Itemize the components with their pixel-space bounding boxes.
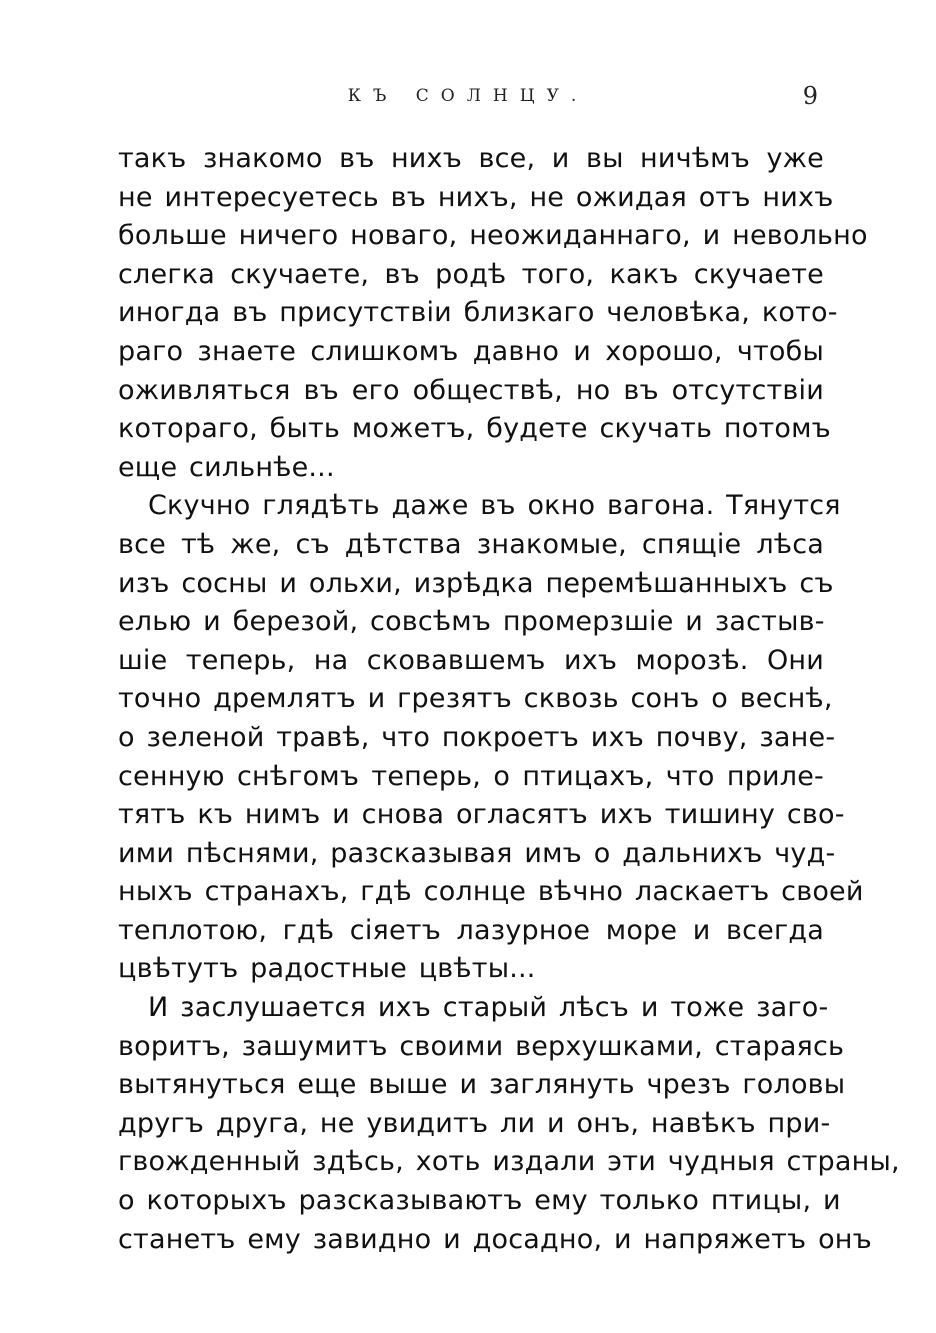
text-line: ныхъ странахъ, гдѣ солнце вѣчно ласкаетъ своей <box>118 876 864 908</box>
text-line: станетъ ему завидно и досадно, и напряжетъ онъ <box>118 1223 872 1255</box>
text-line: такъ знакомо въ нихъ все, и вы ничѣмъ уже <box>118 143 824 174</box>
text-line: раго знаете слишкомъ давно и хорошо, чтобы <box>118 335 824 367</box>
text-line: другъ друга, не увидитъ ли и онъ, навѣкъ при- <box>118 1107 831 1139</box>
text-line: теплотою, гдѣ сiяетъ лазурное море и всегда <box>118 914 824 946</box>
text-line: иногда въ присутствiи близкаго человѣка, кото- <box>118 297 838 329</box>
text-line: елью и березой, совсѣмъ промерзшiе и застыв- <box>118 606 825 638</box>
text-line: о которыхъ разсказываютъ ему только птицы, и <box>118 1185 841 1217</box>
text-line: ими пѣснями, разсказывая имъ о дальнихъ чуд- <box>118 837 836 869</box>
text-line: цвѣтутъ радостные цвѣты... <box>118 953 536 985</box>
text-line: шiе теперь, на сковавшемъ ихъ морозѣ. Они <box>118 644 824 676</box>
text-line: И заслушается ихъ старый лѣсъ и тоже заго- <box>148 992 829 1024</box>
text-line: гвожденный здѣсь, хоть издали эти чудныя страны, <box>118 1146 900 1178</box>
text-line: слегка скучаете, въ родѣ того, какъ скучаете <box>118 258 824 290</box>
text-line: не интересуетесь въ нихъ, не ожидая отъ нихъ <box>118 181 834 213</box>
text-line: воритъ, зашумитъ своими верхушками, стараясь <box>118 1030 845 1062</box>
text-line: котораго, быть можетъ, будете скучать потомъ <box>118 413 831 445</box>
text-line: Скучно глядѣть даже въ окно вагона. Тянутся <box>148 490 841 522</box>
text-line: оживляться въ его обществѣ, но въ отсутствiи <box>118 374 824 406</box>
text-line: еще сильнѣе... <box>118 451 335 483</box>
body-text <box>118 140 900 1259</box>
page-number: 9 <box>802 82 818 110</box>
text-line: больше ничего новаго, неожиданнаго, и невольно <box>118 220 868 252</box>
text-line: изъ сосны и ольхи, изрѣдка перемѣшанныхъ съ <box>118 567 834 599</box>
text-line: тятъ къ нимъ и снова огласятъ ихъ тишину сво- <box>118 799 845 831</box>
text-line: точно дремлятъ и грезятъ сквозь сонъ о веснѣ, <box>118 683 833 715</box>
running-head <box>0 82 936 118</box>
text-line: о зеленой травѣ, что покроетъ ихъ почву, зане- <box>118 721 836 753</box>
text-line: все тѣ же, съ дѣтства знакомые, спящiе лѣса <box>118 528 824 560</box>
text-line: сенную снѣгомъ теперь, о птицахъ, что приле- <box>118 760 824 792</box>
text-line: вытянуться еще выше и заглянуть чрезъ головы <box>118 1069 846 1101</box>
running-title: КЪ СОЛНЦУ. <box>347 86 589 106</box>
